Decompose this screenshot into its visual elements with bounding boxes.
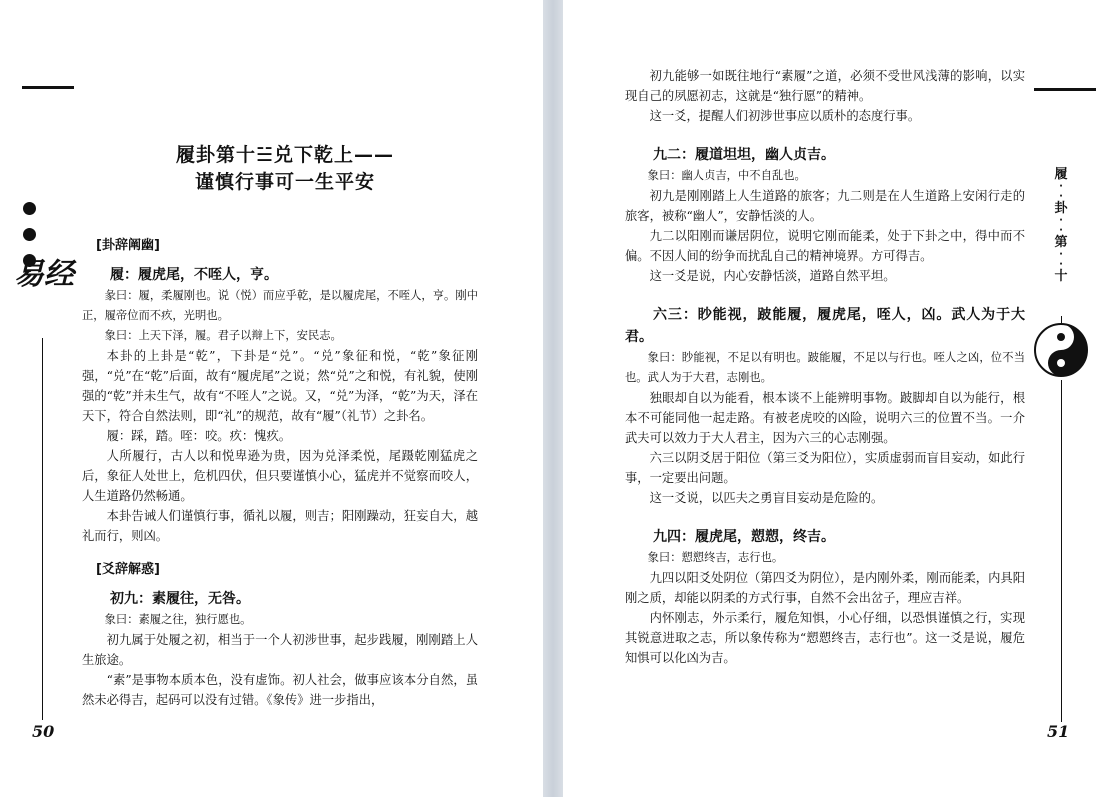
page-number: 50 — [32, 722, 55, 741]
tuan-text: 彖曰：履，柔履刚也。说（悦）而应乎乾，是以履虎尾，不咥人，亨。刚中正，履帝位而不疚，光明也。 — [82, 289, 478, 322]
book-gutter — [543, 0, 563, 797]
yao-heading-2: 九二：履道坦坦，幽人贞吉。 — [653, 147, 835, 163]
black-dot-icon — [23, 228, 36, 241]
guaci-heading: 履：履虎尾，不咥人，亨。 — [110, 267, 278, 283]
side-title-char: 第 — [1054, 235, 1068, 250]
chapter-title-line-2: 谨慎行事可一生平安 — [194, 171, 375, 193]
yao-3-xiang: 象曰：眇能视，不足以有明也。跛能履，不足以与行也。咥人之凶，位不当也。武人为于大君，志刚也。 — [625, 351, 1025, 384]
body-paragraph: 这一爻是说，内心安静恬淡，道路自然平坦。 — [649, 269, 896, 283]
yao-4-xiang: 象曰：愬愬终吉，志行也。 — [647, 551, 784, 564]
body-paragraph: 本卦的上卦是“乾”，下卦是“兑”。“兑”象征和悦，“乾”象征刚强，“兑”在“乾”后面，故有“履虎尾”之说；然“兑”之和悦，有礼貌，使刚强的“乾”并未生气，故有“不咥人”之说。又，“兑”为泽，“乾”为天，泽在天下，符合自然法则，即“礼”的规范，故有“履”（礼节）之卦名。 — [82, 349, 478, 423]
section-heading-guaci: [卦辞阐幽] — [96, 238, 160, 253]
side-title-char: 履 — [1054, 167, 1068, 182]
side-chapter-label: 履 · · 卦 · · 第 · · 十 — [1048, 168, 1074, 284]
yao-1-xiang: 象曰：素履之往，独行愿也。 — [104, 613, 252, 626]
body-paragraph: “素”是事物本质本色，没有虚饰。初人社会，做事应该本分自然，虽然未必得吉，起码可以没有过错。《象传》进一步指出， — [82, 673, 478, 707]
body-paragraph: 人所履行，古人以和悦卑逊为贵，因为兑泽柔悦，尾蹑乾刚猛虎之后，象征人处世上，危机四伏，但只要谨慎小心，猛虎并不觉察而咬人，人生道路仍然畅通。 — [82, 449, 478, 503]
body-paragraph: 这一爻，提醒人们初涉世事应以质朴的态度行事。 — [649, 109, 921, 123]
body-paragraph: 九四以阳爻处阴位（第四爻为阴位），是内刚外柔，刚而能柔，内具阳刚之质，却能以阴柔的方式行事，自然不会出岔子，理应吉祥。 — [625, 571, 1025, 605]
black-dot-icon — [23, 202, 36, 215]
xiang-text: 象曰：上天下泽，履。君子以辩上下，安民志。 — [104, 329, 342, 342]
taiji-icon — [1033, 322, 1089, 378]
side-title-char: 十 — [1054, 269, 1068, 284]
yao-2-xiang: 象曰：幽人贞吉，中不自乱也。 — [647, 169, 806, 182]
yao-heading-3: 六三：眇能视，跛能履，履虎尾，咥人，凶。武人为于大君。 — [625, 307, 1025, 345]
chapter-title-line-1: 履卦第十☱兑下乾上—— — [175, 144, 395, 166]
body-paragraph: 九二以阳刚而谦居阴位，说明它刚而能柔，处于下卦之中，得中而不偏。不因人间的纷争而扰乱自己的精神境界。方可得吉。 — [625, 229, 1025, 263]
body-paragraph: 内怀刚志，外示柔行，履危知惧，小心仔细，以恐惧谨慎之行，实现其锐意进取之志，所以象传称为“愬愬终吉，志行也”。这一爻是说，履危知惧可以化凶为吉。 — [625, 611, 1025, 665]
body-paragraph: 初九能够一如既往地行“素履”之道，必须不受世风浅薄的影响，以实现自己的夙愿初志，这就是“独行愿”的精神。 — [625, 69, 1025, 103]
right-page — [563, 0, 1106, 797]
body-paragraph: 这一爻说，以匹夫之勇盲目妄动是危险的。 — [649, 491, 884, 505]
body-paragraph: 六三以阴爻居于阳位（第三爻为阳位），实质虚弱而盲目妄动，如此行事，一定要出问题。 — [625, 451, 1025, 485]
side-vertical-rule — [42, 338, 43, 720]
yao-heading-1: 初九：素履往，无咎。 — [110, 591, 250, 607]
side-vertical-rule — [1061, 380, 1062, 722]
side-title-char: 卦 — [1054, 201, 1068, 216]
yijing-side-label: 易经 — [14, 257, 74, 292]
left-text-column — [82, 236, 478, 710]
header-rule — [22, 86, 74, 89]
header-rule — [1034, 88, 1096, 91]
page-number: 51 — [1047, 722, 1070, 741]
chapter-title — [160, 142, 410, 196]
section-heading-yaoci: [爻辞解惑] — [96, 562, 160, 577]
body-paragraph: 初九是刚刚踏上人生道路的旅客；九二则是在人生道路上安闲行走的旅客，被称“幽人”，安静恬淡的人。 — [625, 189, 1025, 223]
right-text-column — [625, 66, 1025, 668]
body-paragraph: 履：踩，踏。咥：咬。疚：愧疚。 — [106, 429, 292, 443]
yao-heading-4: 九四：履虎尾，愬愬，终吉。 — [653, 529, 835, 545]
body-paragraph: 本卦告诫人们谨慎行事，循礼以履，则吉；阳刚躁动，狂妄自大，越礼而行，则凶。 — [82, 509, 478, 543]
left-page — [0, 0, 543, 797]
body-paragraph: 初九属于处履之初，相当于一个人初涉世事，起步践履，刚刚踏上人生旅途。 — [82, 633, 478, 667]
body-paragraph: 独眼却自以为能看，根本谈不上能辨明事物。跛脚却自以为能行，根本不可能同他一起走路。有被老虎咬的凶险，说明六三的位置不当。一介武夫可以效力于大人君主，因为六三的心志刚强。 — [625, 391, 1025, 445]
